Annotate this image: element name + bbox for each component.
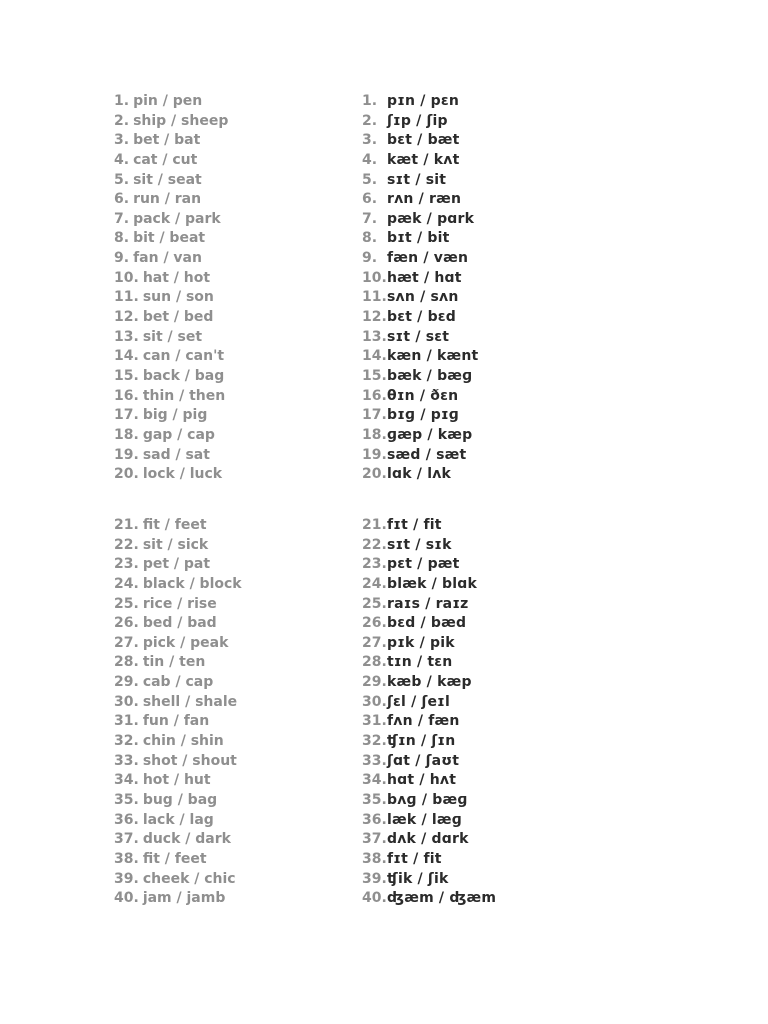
item-number: 32. [362,733,387,750]
ipa-transcription: bɛt / bæt [387,132,460,149]
ipa-transcription: sɪt / sɛt [387,328,450,345]
ipa-pair-row [362,269,478,289]
word-pair-row [114,634,242,654]
item-number: 29. [362,674,387,691]
item-number: 14. [362,348,387,365]
word-pair-row [114,653,242,673]
item-number: 29. [114,674,139,691]
item-number: 20. [114,466,139,483]
word-pair-text: cat / cut [133,151,198,168]
word-pair-row [114,614,242,634]
item-number: 37. [114,831,139,848]
item-number: 23. [114,556,139,573]
item-number: 39. [362,870,387,887]
ipa-pair-row [362,92,478,112]
item-number: 21. [114,517,139,533]
word-pair-row [114,693,242,713]
item-number: 28. [362,654,387,671]
ipa-transcription: bʌɡ / bæɡ [387,791,468,808]
item-number: 26. [362,615,387,632]
ipa-transcription: ʃɛl / ʃeɪl [387,693,451,710]
ipa-pair-row [362,536,496,556]
word-pair-row [114,811,242,831]
word-pair-text: hat / hot [142,269,211,286]
item-number: 3. [362,132,378,149]
word-pair-text: run / ran [133,191,202,208]
item-number: 9. [362,250,378,267]
item-number: 40. [362,890,387,907]
word-pair-text: shot / shout [142,752,237,769]
ipa-pair-row [362,634,496,654]
ipa-transcription: bɛt / bɛd [387,309,457,326]
item-number: 1. [114,93,130,109]
word-pair-text: cheek / chic [142,870,236,887]
ipa-transcription: hæt / hɑt [387,269,462,286]
item-number: 18. [362,426,387,443]
item-number: 15. [362,367,387,384]
item-number: 31. [114,713,139,730]
word-pair-text: pet / pat [142,556,211,573]
ipa-transcription: pæk / pɑrk [387,210,475,227]
ipa-pair-row [362,712,496,732]
item-number: 12. [114,309,139,326]
ipa-pair-row [362,308,478,328]
word-pair-text: lock / luck [142,466,223,483]
item-number: 36. [114,811,139,828]
word-pair-row [114,889,242,909]
word-pair-row [114,406,228,426]
item-number: 7. [114,210,130,227]
word-pair-text: back / bag [142,367,225,384]
item-number: 38. [114,850,139,867]
word-pair-row [114,92,228,112]
word-pair-row [114,269,228,289]
word-pair-text: sit / set [142,328,203,345]
ipa-transcription: pɛt / pæt [387,556,460,573]
ipa-pair-row [362,465,478,485]
ipa-transcription: læk / læɡ [387,811,462,828]
item-number: 16. [362,387,387,404]
ipa-transcription: bɪt / bit [387,230,450,247]
item-number: 21. [362,517,387,533]
item-number: 38. [362,850,387,867]
word-pair-text: big / pig [142,407,208,424]
word-pair-row [114,595,242,615]
word-pair-text: fan / van [133,250,202,267]
ipa-pair-row [362,732,496,752]
ipa-pair-row [362,850,496,870]
item-number: 13. [114,328,139,345]
ipa-transcription: ɡæp / kæp [387,426,473,443]
word-pair-text: sit / seat [133,171,202,188]
ipa-transcription: sæd / sæt [387,446,467,463]
ipa-transcription: fɪt / fit [387,850,442,867]
item-number: 31. [362,713,387,730]
item-number: 28. [114,654,139,671]
ipa-pair-row [362,830,496,850]
ipa-transcription: ʧɪn / ʃɪn [387,733,456,750]
word-pair-row [114,112,228,132]
word-pair-row [114,732,242,752]
ipa-pair-row [362,190,478,210]
ipa-pair-row [362,387,478,407]
item-number: 6. [362,191,378,208]
word-pair-text: hot / hut [142,772,211,789]
ipa-transcription: kæt / kʌt [387,151,460,168]
ipa-transcription: dʌk / dɑrk [387,831,469,848]
item-number: 11. [362,289,387,306]
word-pair-row [114,575,242,595]
word-pairs-list-1 [114,92,228,485]
word-pair-row [114,288,228,308]
word-pair-text: bug / bag [142,791,218,808]
ipa-pair-row [362,771,496,791]
item-number: 39. [114,870,139,887]
ipa-transcription: kæb / kæp [387,674,472,691]
ipa-pair-row [362,614,496,634]
ipa-pair-row [362,889,496,909]
word-pair-text: pin / pen [133,93,203,109]
item-number: 19. [362,446,387,463]
ipa-transcription: pɪk / pik [387,634,455,651]
ipa-pair-row [362,112,478,132]
ipa-transcription: raɪs / raɪz [387,595,469,612]
word-pair-text: lack / lag [142,811,214,828]
word-pair-row [114,536,242,556]
ipa-pair-row [362,693,496,713]
item-number: 35. [114,791,139,808]
ipa-transcription: bɪɡ / pɪɡ [387,407,460,424]
ipa-pair-row [362,406,478,426]
item-number: 24. [362,575,387,592]
word-pair-text: duck / dark [142,831,231,848]
word-pair-text: rice / rise [142,595,217,612]
ipa-pair-row [362,791,496,811]
word-pair-row [114,328,228,348]
item-number: 6. [114,191,130,208]
ipa-transcription: sɪt / sit [387,171,447,188]
item-number: 33. [114,752,139,769]
item-number: 5. [114,171,130,188]
item-number: 4. [114,151,130,168]
word-pair-row [114,387,228,407]
ipa-pair-row [362,426,478,446]
word-pair-row [114,850,242,870]
word-pair-text: black / block [142,575,242,592]
word-pair-text: shell / shale [142,693,238,710]
word-pair-row [114,771,242,791]
word-pair-row [114,249,228,269]
item-number: 34. [362,772,387,789]
word-pair-row [114,712,242,732]
item-number: 36. [362,811,387,828]
word-pair-row [114,229,228,249]
word-pair-text: bet / bed [142,309,214,326]
ipa-transcription: θɪn / ðɛn [387,387,459,404]
item-number: 5. [362,171,378,188]
ipa-transcription: fæn / væn [387,250,469,267]
ipa-transcription: bæk / bæɡ [387,367,473,384]
word-pair-text: can / can't [142,348,225,365]
item-number: 4. [362,151,378,168]
ipa-pair-row [362,811,496,831]
item-number: 24. [114,575,139,592]
word-pair-text: bit / beat [133,230,206,247]
item-number: 17. [114,407,139,424]
item-number: 3. [114,132,130,149]
item-number: 1. [362,93,378,109]
word-pair-text: sun / son [142,289,214,306]
item-number: 16. [114,387,139,404]
ipa-pair-row [362,249,478,269]
item-number: 25. [114,595,139,612]
item-number: 8. [114,230,130,247]
ipa-pair-row [362,151,478,171]
ipa-pair-row [362,210,478,230]
ipa-transcription: hɑt / hʌt [387,772,457,789]
word-pair-row [114,210,228,230]
word-pair-text: fun / fan [142,713,210,730]
ipa-transcription: lɑk / lʌk [387,466,452,483]
item-number: 15. [114,367,139,384]
item-number: 30. [362,693,387,710]
ipa-pair-row [362,288,478,308]
word-pair-row [114,830,242,850]
word-pair-text: pack / park [133,210,221,227]
item-number: 13. [362,328,387,345]
ipa-pair-row [362,446,478,466]
ipa-transcription: ʧik / ʃik [387,870,449,887]
ipa-pair-row [362,595,496,615]
item-number: 22. [362,536,387,553]
ipa-pairs-list-1 [362,92,478,485]
item-number: 12. [362,309,387,326]
word-pair-text: fit / feet [142,517,207,533]
item-number: 14. [114,348,139,365]
word-pair-row [114,870,242,890]
ipa-pair-row [362,131,478,151]
ipa-transcription: blæk / blɑk [387,575,478,592]
ipa-pair-row [362,555,496,575]
word-pair-text: pick / peak [142,634,229,651]
item-number: 30. [114,693,139,710]
ipa-transcription: kæn / kænt [387,348,479,365]
word-pair-text: thin / then [142,387,226,404]
ipa-pair-row [362,328,478,348]
item-number: 25. [362,595,387,612]
word-pair-text: jam / jamb [142,890,226,907]
item-number: 27. [114,634,139,651]
word-pair-row [114,171,228,191]
item-number: 27. [362,634,387,651]
word-pair-row [114,555,242,575]
item-number: 26. [114,615,139,632]
word-pair-text: cab / cap [142,674,214,691]
item-number: 35. [362,791,387,808]
word-pair-row [114,426,228,446]
word-pair-text: ship / sheep [133,112,229,129]
item-number: 7. [362,210,378,227]
ipa-pair-row [362,752,496,772]
word-pair-row [114,752,242,772]
word-pair-row [114,673,242,693]
word-pair-row [114,465,228,485]
ipa-pair-row [362,653,496,673]
ipa-transcription: ʃɪp / ʃip [387,112,448,129]
item-number: 9. [114,250,130,267]
word-pair-row [114,516,242,536]
ipa-transcription: rʌn / ræn [387,191,462,208]
word-pair-row [114,190,228,210]
ipa-transcription: fɪt / fit [387,517,442,533]
word-pair-row [114,131,228,151]
ipa-pairs-list-2 [362,516,496,909]
word-pair-row [114,151,228,171]
item-number: 22. [114,536,139,553]
item-number: 34. [114,772,139,789]
ipa-pair-row [362,347,478,367]
item-number: 8. [362,230,378,247]
word-pair-text: sad / sat [142,446,210,463]
word-pairs-list-2 [114,516,242,909]
ipa-transcription: ʃɑt / ʃaʊt [387,752,460,769]
word-pair-text: gap / cap [142,426,215,443]
word-pair-row [114,367,228,387]
word-pair-row [114,308,228,328]
ipa-transcription: sɪt / sɪk [387,536,452,553]
ipa-transcription: pɪn / pɛn [387,93,460,109]
item-number: 11. [114,289,139,306]
item-number: 23. [362,556,387,573]
word-pair-row [114,446,228,466]
ipa-transcription: bɛd / bæd [387,615,467,632]
ipa-transcription: fʌn / fæn [387,713,460,730]
ipa-pair-row [362,229,478,249]
word-pair-text: fit / feet [142,850,207,867]
ipa-transcription: tɪn / tɛn [387,654,453,671]
item-number: 33. [362,752,387,769]
item-number: 37. [362,831,387,848]
item-number: 2. [114,112,130,129]
ipa-pair-row [362,171,478,191]
word-pair-text: sit / sick [142,536,209,553]
ipa-pair-row [362,367,478,387]
ipa-pair-row [362,870,496,890]
item-number: 10. [114,269,139,286]
item-number: 10. [362,269,387,286]
ipa-pair-row [362,575,496,595]
ipa-pair-row [362,673,496,693]
ipa-transcription: ʤæm / ʤæm [387,890,497,907]
item-number: 17. [362,407,387,424]
item-number: 40. [114,890,139,907]
word-pair-row [114,347,228,367]
word-pair-text: bed / bad [142,615,217,632]
item-number: 19. [114,446,139,463]
word-pair-row [114,791,242,811]
ipa-pair-row [362,516,496,536]
item-number: 32. [114,733,139,750]
item-number: 2. [362,112,378,129]
word-pair-text: tin / ten [142,654,206,671]
ipa-transcription: sʌn / sʌn [387,289,459,306]
item-number: 20. [362,466,387,483]
word-pair-text: bet / bat [133,132,201,149]
word-pair-text: chin / shin [142,733,224,750]
item-number: 18. [114,426,139,443]
